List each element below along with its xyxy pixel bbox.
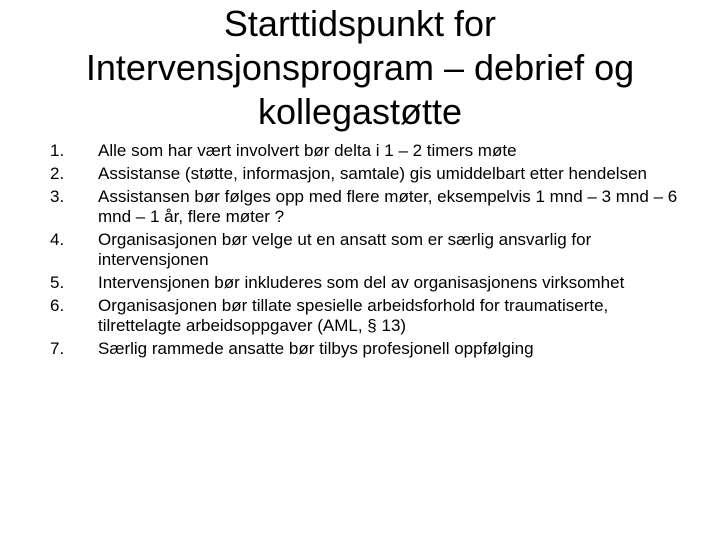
numbered-list xyxy=(50,141,690,362)
title-line-2: Intervensjonsprogram – debrief og xyxy=(85,47,635,88)
list-item-number: 3. xyxy=(50,187,65,206)
list-item-number: 4. xyxy=(50,230,65,249)
list-item-number: 7. xyxy=(50,339,65,358)
list-item-text: Organisasjonen bør tillate spesielle arbeidsforhold for traumatiserte, tilrettelagte arbeidsoppgaver (AML, § 13) xyxy=(98,296,609,335)
list-item-number: 6. xyxy=(50,296,65,315)
list-item xyxy=(50,339,690,359)
list-item xyxy=(50,164,690,184)
list-item xyxy=(50,187,690,227)
list-item-number: 2. xyxy=(50,164,65,183)
list-item-text: Intervensjonen bør inkluderes som del av organisasjonens virksomhet xyxy=(98,273,625,292)
list-item-number: 5. xyxy=(50,273,65,292)
list-item-text: Alle som har vært involvert bør delta i 1 – 2 timers møte xyxy=(98,141,517,160)
list-item xyxy=(50,141,690,161)
list-item-text: Organisasjonen bør velge ut en ansatt som er særlig ansvarlig for intervensjonen xyxy=(98,230,592,269)
slide-title xyxy=(30,2,690,134)
list-item xyxy=(50,230,690,270)
list-item-text: Særlig rammede ansatte bør tilbys profesjonell oppfølging xyxy=(98,339,534,358)
list-item-text: Assistanse (støtte, informasjon, samtale) gis umiddelbart etter hendelsen xyxy=(98,164,647,183)
list-item-text: Assistansen bør følges opp med flere møter, eksempelvis 1 mnd – 3 mnd – 6 mnd – 1 år, flere møter ? xyxy=(98,187,678,226)
list-item-number: 1. xyxy=(50,141,65,160)
title-line-1: Starttidspunkt for xyxy=(223,3,497,44)
list-item xyxy=(50,273,690,293)
title-line-3: kollegastøtte xyxy=(257,91,463,132)
list-item xyxy=(50,296,690,336)
